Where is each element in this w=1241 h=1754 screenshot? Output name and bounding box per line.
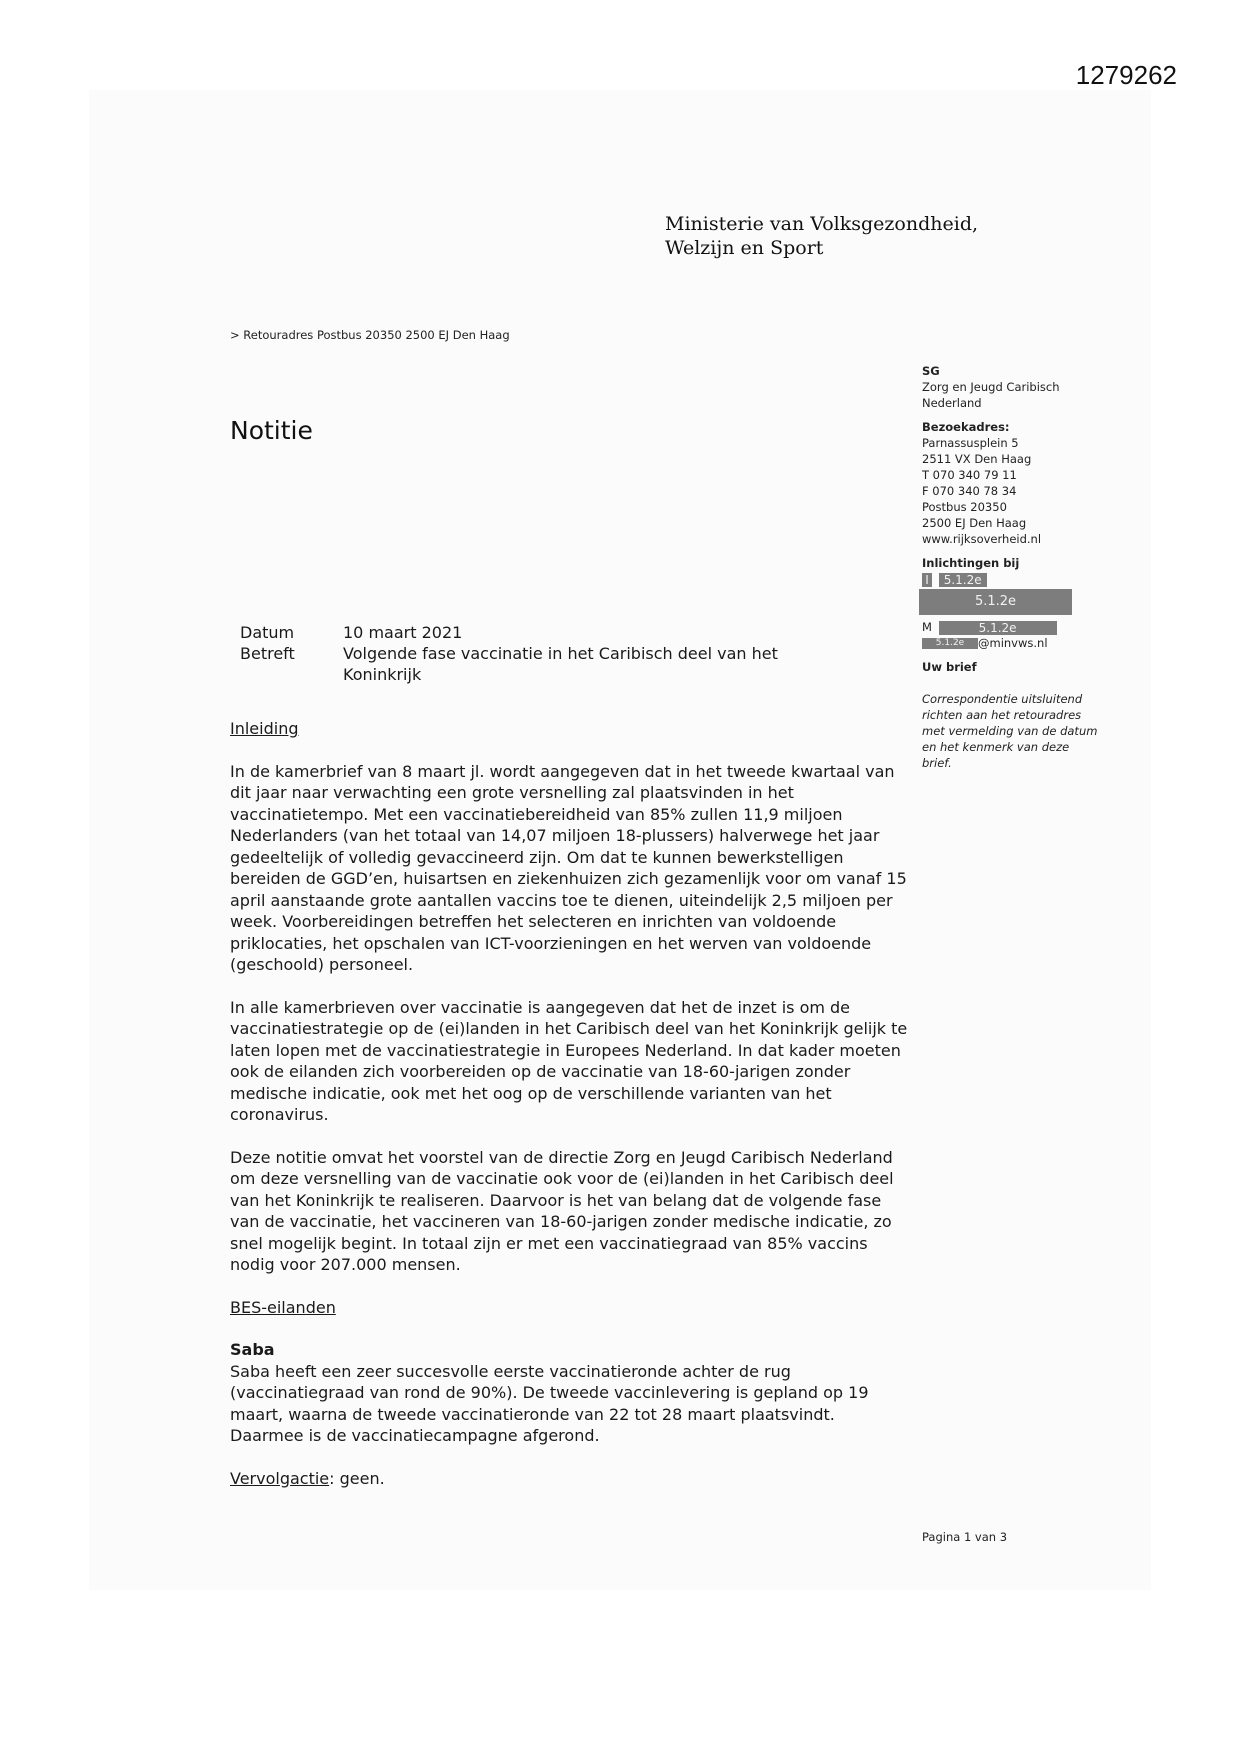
redaction-box: 5.1.2e [922, 638, 978, 649]
followup-label: Vervolgactie [230, 1468, 330, 1488]
paragraph: In alle kamerbrieven over vaccinatie is aangegeven dat het de inzet is om de vaccinatiestrategie op de (ei)landen in het Caribisch deel van het Koninkrijk gelijk te laten lopen met de vaccinatiestrategie in Europees Nederland. In dat kader moeten ook de eilanden zich voorbereiden op de vaccinatie van 18-60-jarigen zonder medische indicatie, ook met het oog op de verschillende varianten van het coronavirus. [230, 997, 908, 1124]
correspondence-note: Correspondentie uitsluitend richten aan het retouradres met vermelding van de datum en het kenmerk van deze brief. [922, 692, 1098, 770]
visit-address-label: Bezoekadres: [922, 420, 1010, 434]
section-heading-bes: BES-eilanden [230, 1297, 336, 1317]
followup-value: : geen. [329, 1468, 385, 1488]
contact-row-2 [922, 589, 1122, 617]
address-line: F 070 340 78 34 [922, 484, 1017, 498]
address-line: 2500 EJ Den Haag [922, 516, 1027, 530]
section-heading-intro: Inleiding [230, 719, 299, 738]
contact-row-3 [922, 619, 1122, 635]
ministry-line-2: Welzijn en Sport [665, 237, 824, 259]
address-line: Parnassusplein 5 [922, 436, 1019, 450]
contact-prefix: M [922, 620, 932, 634]
org-line-3: Nederland [922, 396, 982, 410]
subject-value: Volgende fase vaccinatie in het Caribisch deel van het Koninkrijk [343, 644, 778, 684]
subject-row [240, 643, 813, 685]
contact-row-1 [922, 571, 1122, 587]
date-row [240, 622, 813, 643]
address-line: Postbus 20350 [922, 500, 1007, 514]
org-line-1: SG [922, 364, 940, 378]
sidebar-contact-block [922, 363, 1122, 771]
date-label: Datum [240, 623, 295, 642]
followup-line [230, 1468, 910, 1490]
your-letter-label: Uw brief [922, 660, 977, 674]
website-link[interactable]: www.rijksoverheid.nl [922, 532, 1042, 546]
subheading-saba: Saba [230, 1340, 275, 1359]
date-value: 10 maart 2021 [343, 623, 463, 642]
paragraph: Deze notitie omvat het voorstel van de directie Zorg en Jeugd Caribisch Nederland om deze versnelling van de vaccinatie ook voor de (ei)landen in het Caribisch deel van het Koninkrijk te realiseren. Daarvoor is het van belang dat de volgende fase van de vaccinatie, het vaccineren van 18-60-jarigen zonder medische indicatie, zo snel mogelijk begint. In totaal zijn er met een vaccinatiegraad van 85% vaccins nodig voor 207.000 mensen. [230, 1147, 894, 1274]
redaction-box: I [922, 573, 932, 587]
email-suffix: @minvws.nl [978, 636, 1048, 650]
redaction-box: 5.1.2e [919, 589, 1072, 615]
return-address: > Retouradres Postbus 20350 2500 EJ Den Haag [230, 328, 510, 342]
subject-label: Betreft [240, 644, 295, 663]
ministry-logo-text [665, 212, 978, 260]
org-line-2: Zorg en Jeugd Caribisch [922, 380, 1060, 394]
paragraph: In de kamerbrief van 8 maart jl. wordt aangegeven dat in het tweede kwartaal van dit jaar naar verwachting een grote versnelling zal plaatsvinden in het vaccinatietempo. Met een vaccinatiebereidheid van 85% zullen 11,9 miljoen Nederlanders (van het totaal van 14,07 miljoen 18-plussers) halverwege het jaar gedeeltelijk of volledig gevaccineerd zijn. Om dat te kunnen bewerkstelligen bereiden de GGD’en, huisartsen en ziekenhuizen zich gezamenlijk voor om vanaf 15 april aanstaande grote aantallen vaccins toe te dienen, uiteindelijk 2,5 miljoen per week. Voorbereidingen betreffen het selecteren en inrichten van voldoende priklocaties, het opschalen van ICT-voorzieningen en het werven van voldoende (geschoold) personeel. [230, 761, 907, 974]
ministry-line-1: Ministerie van Volksgezondheid, [665, 213, 979, 235]
address-line: T 070 340 79 11 [922, 468, 1017, 482]
redaction-box: 5.1.2e [939, 573, 987, 587]
document-meta [240, 622, 813, 685]
page-title: Notitie [230, 416, 313, 445]
redaction-box: 5.1.2e [939, 621, 1057, 635]
document-id: 1279262 [1075, 60, 1177, 90]
info-label: Inlichtingen bij [922, 556, 1020, 570]
address-line: 2511 VX Den Haag [922, 452, 1032, 466]
page-number: Pagina 1 van 3 [922, 1530, 1008, 1544]
document-body [230, 718, 910, 1489]
paragraph: Saba heeft een zeer succesvolle eerste vaccinatieronde achter de rug (vaccinatiegraad van rond de 90%). De tweede vaccinlevering is gepland op 19 maart, waarna de tweede vaccinatieronde van 22 tot 28 maart plaatsvindt. Daarmee is de vaccinatiecampagne afgerond. [230, 1361, 869, 1445]
contact-row-4 [922, 635, 1122, 651]
